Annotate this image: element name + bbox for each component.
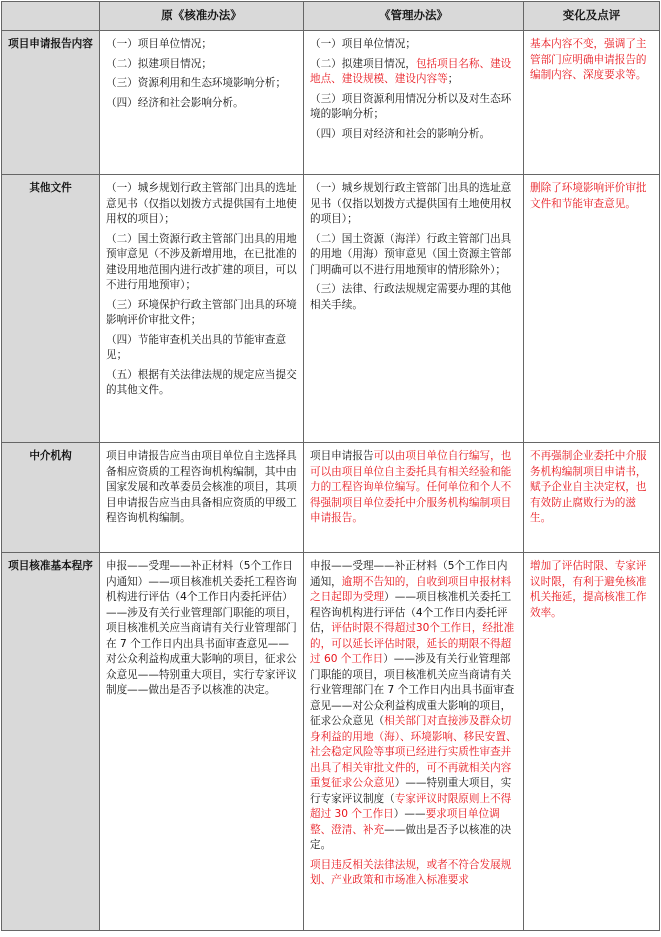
row-title: 项目核准基本程序 (2, 553, 100, 931)
comment-cell: 删除了环境影响评价审批文件和节能审查意见。 (524, 175, 660, 443)
new-rules-item (310, 127, 517, 143)
old-rules-item: （五）根据有关法律法规的规定应当提交的其他文件。 (106, 368, 297, 396)
highlighted-change-text: 可以由项目单位自行编写，也可以由项目单位自主委托具有相关经验和能力的工程咨询单位编写。任何单位和个人不得强制项目单位委托中介服务机构编制项目申请报告。 (310, 450, 512, 524)
old-rules-item: （三）资源利用和生态环境影响分析； (106, 77, 287, 89)
row-title: 项目申请报告内容 (2, 31, 100, 175)
header-new-rules: 《管理办法》 (304, 2, 524, 31)
new-rules-item (310, 37, 517, 53)
rule-text: （二）拟建项目情况， (310, 57, 416, 70)
new-rules-cell (304, 175, 524, 443)
old-rules-item: （一）城乡规划行政主管部门出具的选址意见书（仅指以划拨方式提供国有土地使用权的项目）； (106, 182, 297, 225)
old-rules-cell (100, 553, 304, 931)
rule-text: 项目申请报告 (310, 450, 374, 462)
row-title: 其他文件 (2, 175, 100, 443)
comment-cell: 增加了评估时限、专家评议时限，有利于避免核准机关拖延，提高核准工作效率。 (524, 553, 660, 931)
row-title: 中介机构 (2, 443, 100, 553)
old-rules-item: （三）环境保护行政主管部门出具的环境影响评价审批文件； (106, 298, 297, 326)
new-rules-item (310, 92, 517, 123)
header-changes-comment: 变化及点评 (524, 2, 660, 31)
rule-text: （一）项目单位情况； (310, 38, 416, 50)
new-rules-item (310, 57, 517, 88)
table-row (2, 553, 660, 931)
new-rules-item (310, 181, 517, 228)
new-rules-item (310, 282, 517, 313)
table-row (2, 443, 660, 553)
highlighted-change-text: 逾期不告知的，自收到项目申报材料之日起即为受理 (310, 575, 512, 603)
highlighted-change-text: 要求项目单位调整、澄清、补充 (310, 808, 500, 836)
old-rules-cell (100, 175, 304, 443)
old-rules-item: （二）国土资源行政主管部门出具的用地预审意见（不涉及新增用地，在已批准的建设用地范围内进行改扩建的项目，可以不进行用地预审）； (106, 232, 297, 291)
rule-text: （四）项目对经济和社会的影响分析。 (310, 127, 491, 140)
rule-text: 申报——受理——补正材料（5个工作日内通知， (310, 560, 508, 588)
rule-text: ——做出是否予以核准的决定。 (310, 823, 512, 851)
comparison-table (1, 1, 660, 931)
rule-text: ； (447, 73, 459, 85)
highlighted-change-text: 项目违反相关法律法规，或者不符合发展规划、产业政策和市场准入标准要求 (310, 858, 512, 886)
old-rules-item: （四）经济和社会影响分析。 (106, 96, 244, 109)
rule-text: ）——特别重大项目，实行专家评议制度（ (310, 777, 512, 805)
rule-text: （三）法律、行政法规规定需要办理的其他相关手续。 (310, 283, 512, 311)
highlighted-change-text: 包括项目名称、建设地点、建设规模、建设内容等 (310, 57, 512, 85)
new-rules-item (310, 449, 517, 527)
old-rules-item: （一）项目单位情况； (106, 38, 212, 50)
header-blank-cell (2, 2, 100, 31)
rule-text: ）—— (393, 808, 426, 820)
comment-cell: 基本内容不变，强调了主管部门应明确申请报告的编制内容、深度要求等。 (524, 31, 660, 175)
new-rules-cell (304, 31, 524, 175)
table-row (2, 31, 660, 175)
comment-cell: 不再强制企业委托中介服务机构编制项目申请书，赋予企业自主决定权，也有效防止腐败行为的滋生。 (524, 443, 660, 553)
table-body (2, 31, 660, 931)
new-rules-cell (304, 443, 524, 553)
new-rules-item (310, 858, 517, 889)
highlighted-change-text: 专家评议时限原则上不得超过 30 个工作日 (310, 792, 512, 820)
old-rules-item: （四）节能审查机关出具的节能审查意见； (106, 333, 287, 361)
rule-text: ）——项目核准机关委托工程咨询机构进行评估（4个工作日内委托评估， (310, 591, 512, 634)
rule-text: （一）城乡规划行政主管部门出具的选址意见书（仅指以划拨方式提供国有土地使用权的项目）； (310, 182, 512, 225)
highlighted-change-text: 相关部门对直接涉及群众切身利益的用地（海）、环境影响、移民安置、社会稳定风险等事项已经进行实质性审查并出具了相关审批文件的，可不再就相关内容重复征求公众意见 (310, 715, 517, 789)
highlighted-change-text: 评估时限不得超过30个工作日，经批准的，可以延长评估时限，延长的期限不得超过 60 个工作日 (310, 622, 515, 665)
rule-text: ）——涉及有关行业管理部门职能的项目，项目核准机关应当商请有关行业管理部门在 7 个工作日内出具书面审查意见——对公众利益构成重大影响的项目，征求公众意见（ (310, 653, 515, 727)
rule-text: （三）项目资源利用情况分析以及对生态环境的影响分析； (310, 92, 512, 120)
table-row (2, 175, 660, 443)
table-header-row (2, 2, 660, 31)
old-rules-cell (100, 31, 304, 175)
rule-text: （二）国土资源（海洋）行政主管部门出具的用地（用海）预审意见（国土资源主管部门明确可以不进行用地预审的情形除外）； (310, 232, 512, 276)
new-rules-cell (304, 553, 524, 931)
old-rules-item: （二）拟建项目情况； (106, 57, 212, 70)
new-rules-item (310, 559, 517, 854)
old-rules-cell (100, 443, 304, 553)
new-rules-item (310, 232, 517, 279)
old-rules-item: 申报——受理——补正材料（5个工作日内通知）——项目核准机关委托工程咨询机构进行评估（4个工作日内委托评估）——涉及有关行业管理部门职能的项目，项目核准机关应当商请有关行业管理部门在 7 个工作日内出具书面审查意见——对公众利益构成重大影响的项目，征求公众意见——特别重大项目，实行专家评议制度——做出是否予以核准的决定。 (106, 560, 297, 696)
old-rules-item: 项目申请报告应当由项目单位自主选择具备相应资质的工程咨询机构编制，其中由国家发展和改革委员会核准的项目，其项目申请报告应当由具备相应资质的甲级工程咨询机构编制。 (106, 450, 297, 524)
header-old-rules: 原《核准办法》 (100, 2, 304, 31)
